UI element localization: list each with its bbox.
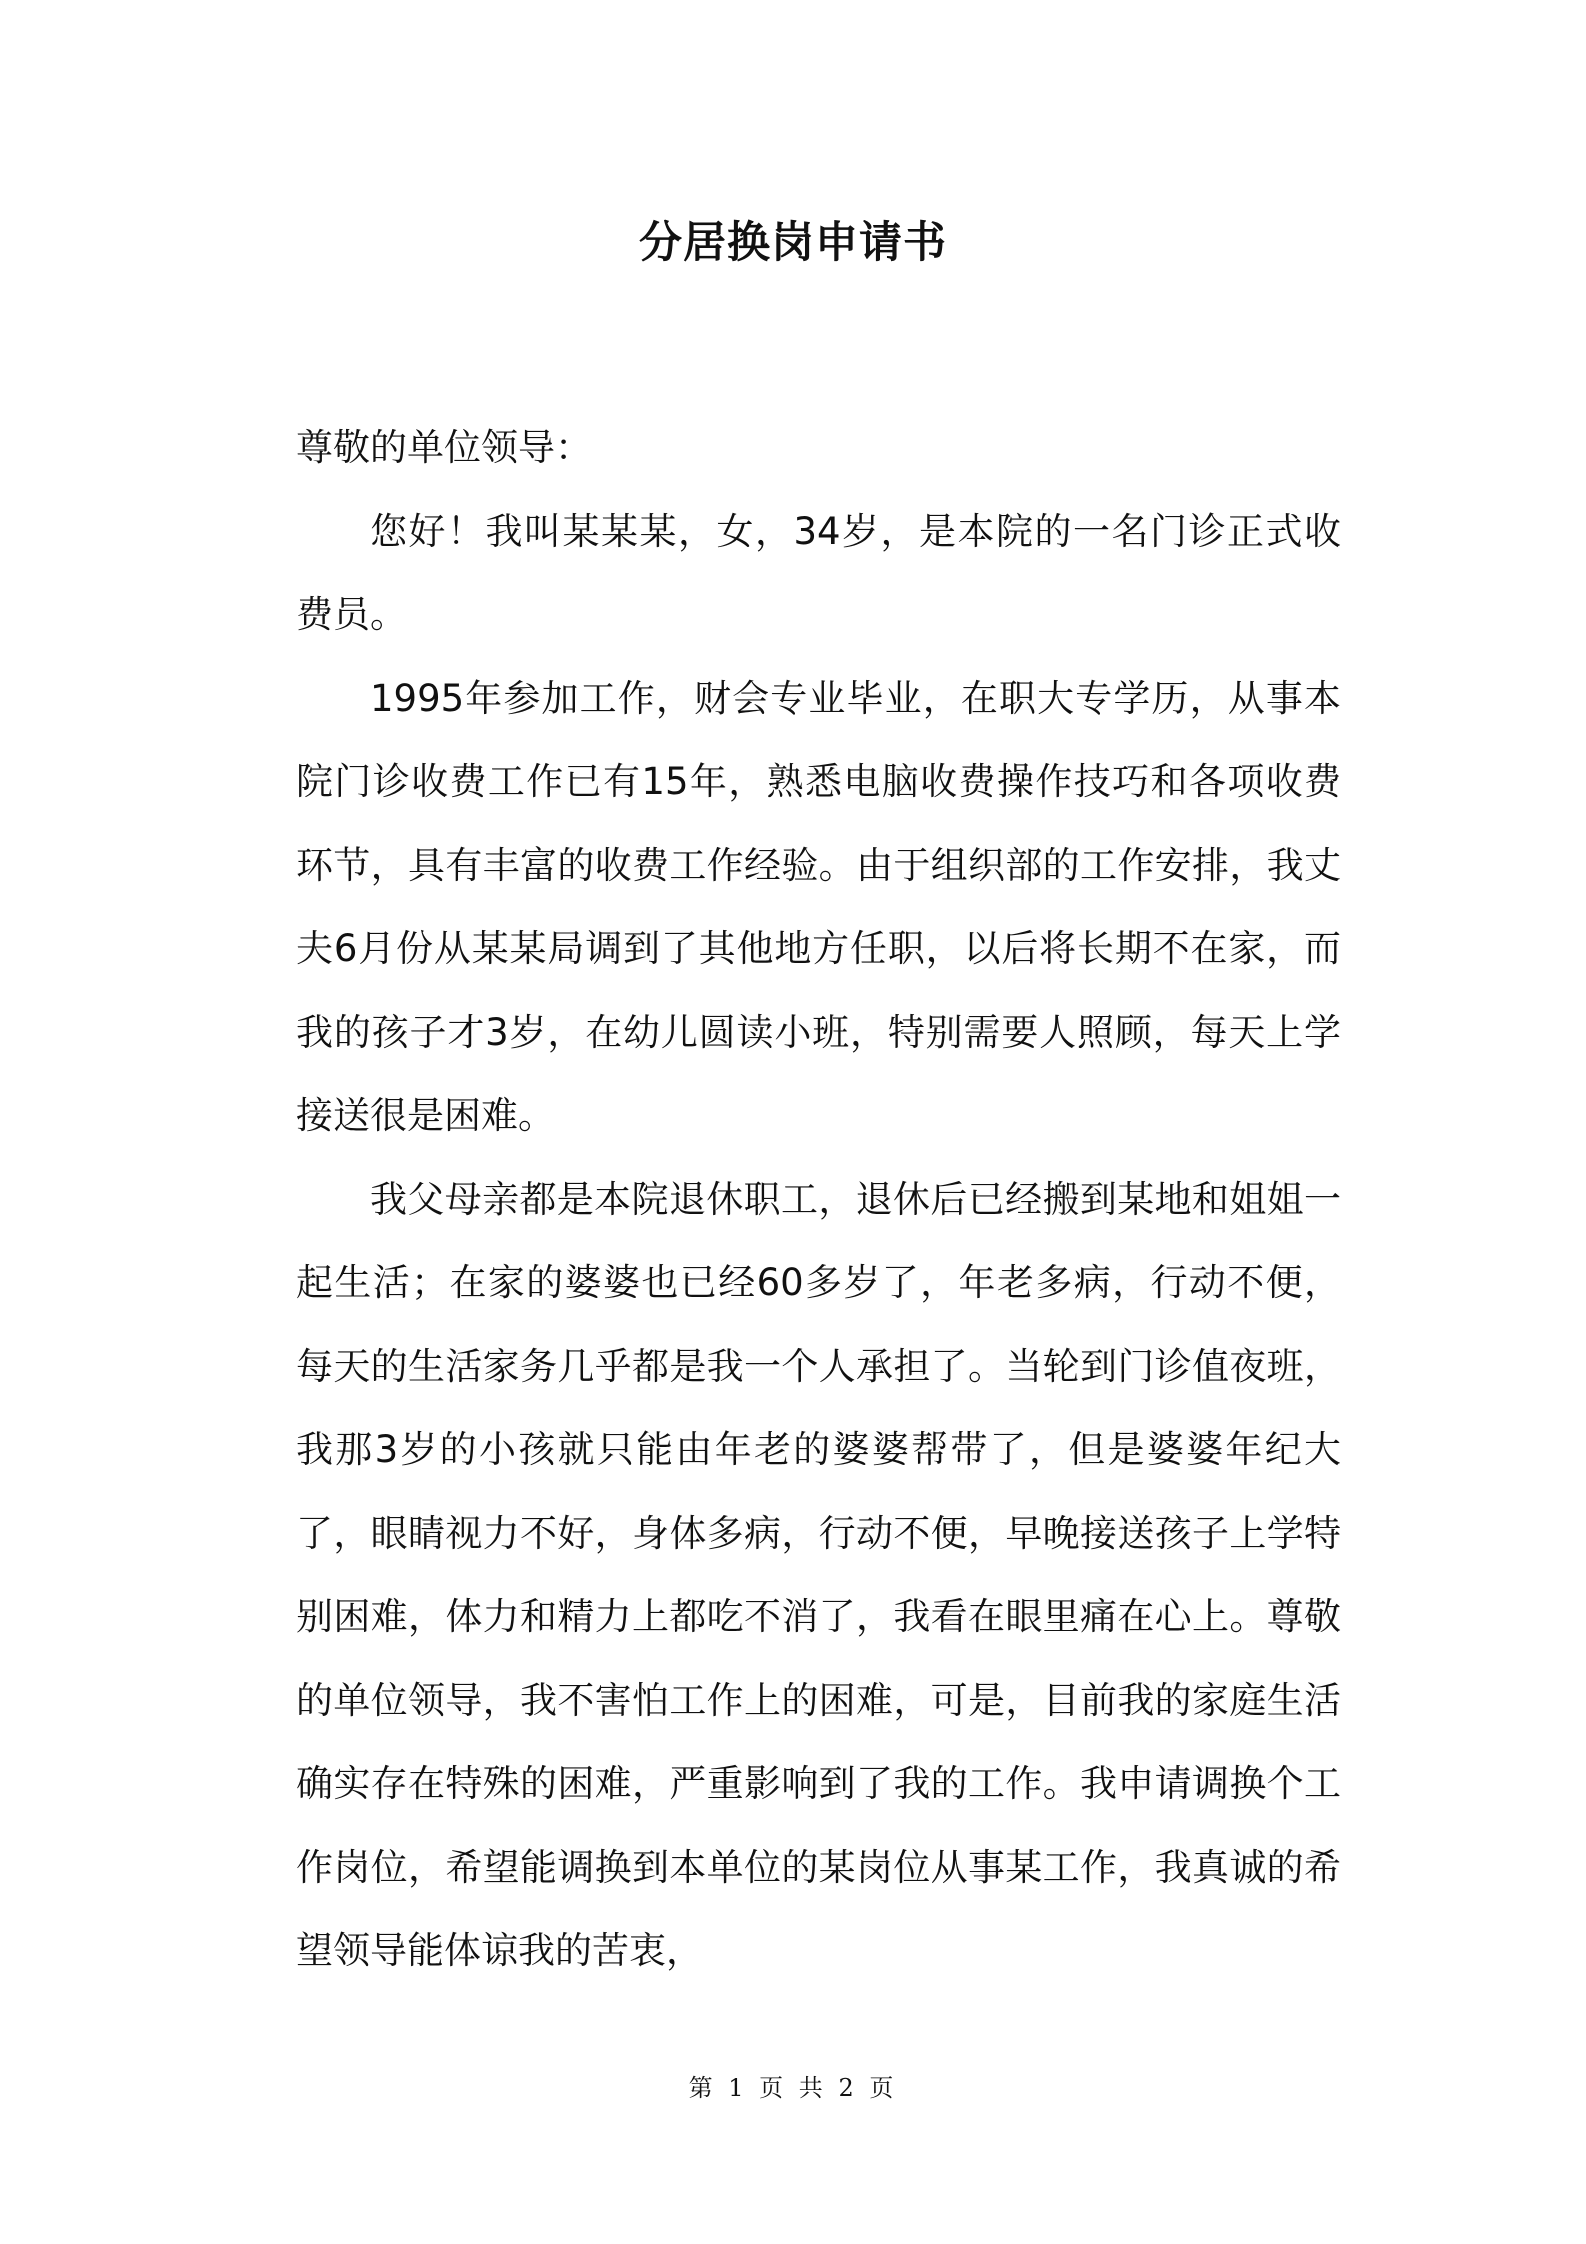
paragraph-family-situation: 我父母亲都是本院退休职工，退休后已经搬到某地和姐姐一起生活；在家的婆婆也已经60多岁了，年老多病，行动不便，每天的生活家务几乎都是我一个人承担了。当轮到门诊值夜班，我那3岁的小孩就只能由年老的婆婆帮带了，但是婆婆年纪大了，眼睛视力不好，身体多病，行动不便，早晚接送孩子上学特别困难，体力和精力上都吃不消了，我看在眼里痛在心上。尊敬的单位领导，我不害怕工作上的困难，可是，目前我的家庭生活确实存在特殊的困难，严重影响到了我的工作。我申请调换个工作岗位，希望能调换到本单位的某岗位从事某工作，我真诚的希望领导能体谅我的苦衷，	[296, 1177, 1341, 1972]
salutation: 尊敬的单位领导：	[296, 426, 592, 469]
paragraph-work-background: 1995年参加工作，财会专业毕业，在职大专学历，从事本院门诊收费工作已有15年，熟悉电脑收费操作技巧和各项收费环节，具有丰富的收费工作经验。由于组织部的工作安排，我丈夫6月份从某某局调到了其他地方任职，以后将长期不在家，而我的孩子才3岁，在幼儿圆读小班，特别需要人照顾，每天上学接送很是困难。	[296, 676, 1341, 1137]
document-title: 分居换岗申请书	[639, 218, 947, 268]
paragraph-greeting: 您好！我叫某某某，女，34岁，是本院的一名门诊正式收费员。	[296, 509, 1341, 636]
document-body	[296, 406, 1341, 1993]
page-number-footer: 第 1 页 共 2 页	[688, 2074, 898, 2102]
